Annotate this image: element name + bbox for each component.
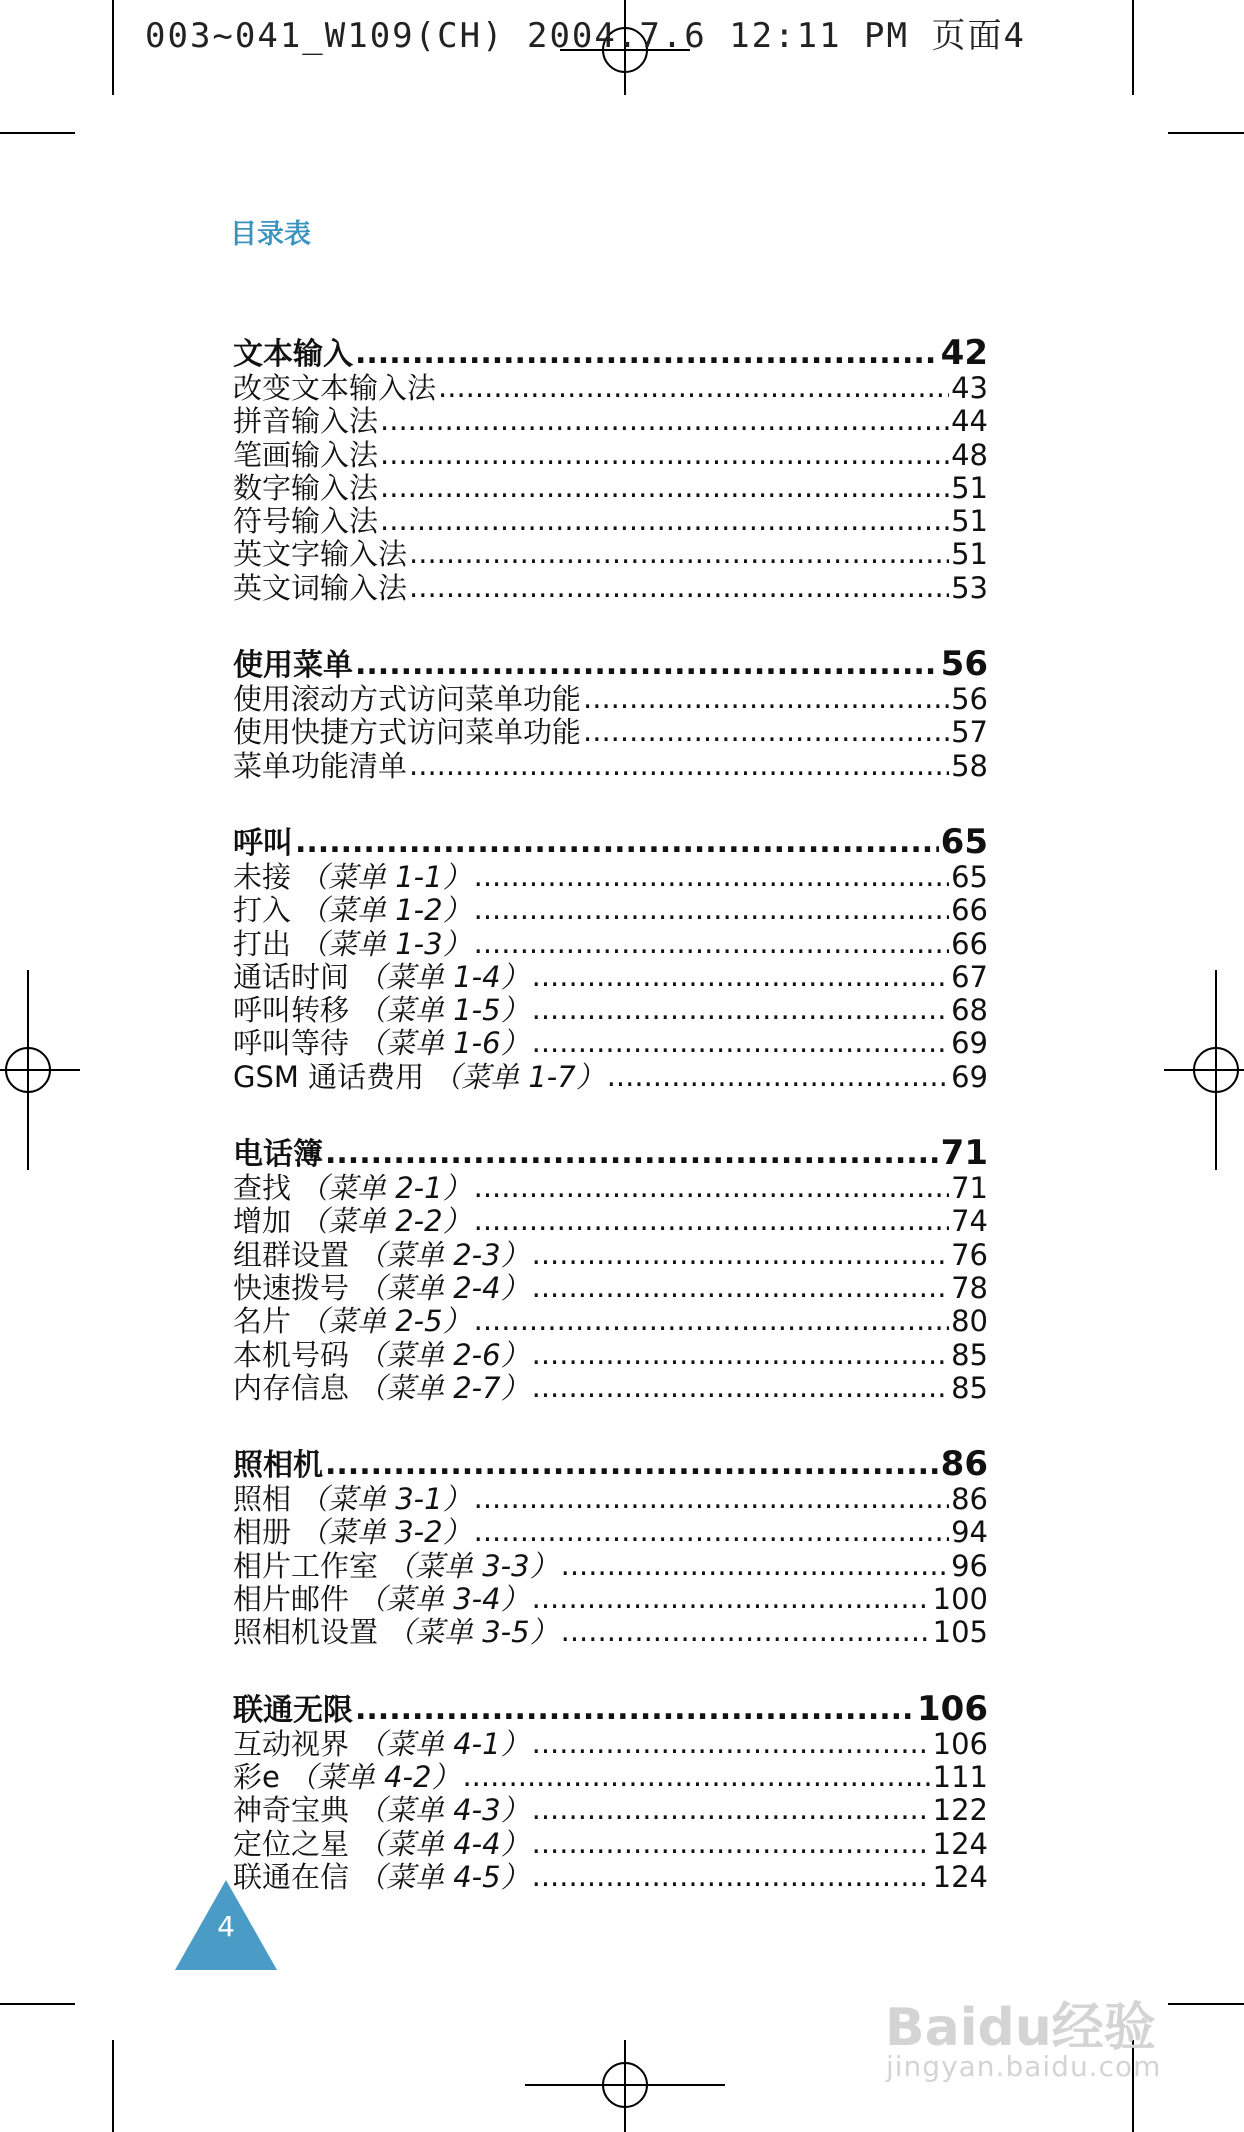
entry-label: 打入 xyxy=(233,893,292,928)
page-title: 目录表 xyxy=(230,219,311,250)
entry-menu-ref: （菜单 1-2） xyxy=(299,893,472,928)
entry-page: 122 xyxy=(932,1793,988,1828)
entry-label: 快速拨号 xyxy=(233,1270,350,1305)
entry-page: 68 xyxy=(951,993,988,1028)
entry-menu-ref: （菜单 4-3） xyxy=(357,1793,530,1828)
toc-section-heading[interactable] xyxy=(233,1444,988,1485)
toc-section xyxy=(233,1688,988,1894)
toc-section-heading[interactable] xyxy=(233,333,988,373)
leader-dots xyxy=(532,1271,949,1304)
toc-entry[interactable] xyxy=(233,405,988,438)
leader-dots xyxy=(409,537,949,570)
toc-entry[interactable] xyxy=(233,928,988,961)
leader-dots xyxy=(462,1760,930,1793)
leader-dots xyxy=(532,1860,931,1893)
entry-label: 查找 xyxy=(233,1171,292,1206)
leader-dots xyxy=(583,715,949,748)
toc-section-heading[interactable] xyxy=(233,1133,988,1174)
entry-label: 相片邮件 xyxy=(233,1582,350,1617)
toc-entry[interactable] xyxy=(233,1205,988,1238)
toc-section-heading[interactable] xyxy=(233,1688,988,1729)
leader-dots xyxy=(295,825,939,860)
entry-menu-ref: （菜单 2-6） xyxy=(357,1337,530,1372)
entry-label: 彩e xyxy=(233,1759,280,1794)
toc-entry[interactable] xyxy=(233,472,988,505)
leader-dots xyxy=(474,927,949,960)
entry-page: 69 xyxy=(951,1059,988,1094)
toc-entry[interactable] xyxy=(233,1239,988,1272)
entry-label: 联通在信 xyxy=(233,1859,350,1894)
leader-dots xyxy=(583,682,949,715)
entry-label: 照相 xyxy=(233,1482,292,1517)
print-header: 003~041_W109(CH) 2004.7.6 12:11 PM 页面4 xyxy=(145,16,1026,56)
entry-page: 106 xyxy=(932,1726,988,1761)
entry-page: 86 xyxy=(951,1482,988,1517)
entry-label: 数字输入法 xyxy=(233,470,379,505)
entry-label: 呼叫等待 xyxy=(233,1026,350,1061)
crop-mark xyxy=(0,132,75,134)
entry-page: 124 xyxy=(932,1859,988,1894)
entry-menu-ref: （菜单 3-5） xyxy=(386,1615,559,1650)
toc-section xyxy=(233,333,988,605)
entry-menu-ref: （菜单 1-4） xyxy=(357,959,530,994)
leader-dots xyxy=(532,1238,949,1271)
section-page: 65 xyxy=(940,821,988,862)
entry-menu-ref: （菜单 3-1） xyxy=(299,1482,472,1517)
leader-dots xyxy=(532,1827,931,1860)
leader-dots xyxy=(561,1615,931,1648)
leader-dots xyxy=(532,1026,949,1059)
leader-dots xyxy=(380,438,949,471)
crop-mark xyxy=(112,0,114,95)
entry-label: 打出 xyxy=(233,926,292,961)
leader-dots xyxy=(474,860,949,893)
entry-label: 本机号码 xyxy=(233,1337,350,1372)
leader-dots xyxy=(438,371,949,404)
toc-section-heading[interactable] xyxy=(233,821,988,862)
leader-dots xyxy=(532,993,949,1026)
toc-entry[interactable] xyxy=(233,994,988,1027)
entry-page: 80 xyxy=(951,1304,988,1339)
entry-label: 互动视界 xyxy=(233,1726,350,1761)
leader-dots xyxy=(474,1515,949,1548)
toc-section xyxy=(233,1133,988,1405)
entry-label: 增加 xyxy=(233,1204,292,1239)
entry-page: 94 xyxy=(951,1515,988,1550)
entry-label: 笔画输入法 xyxy=(233,437,379,472)
leader-dots xyxy=(409,571,949,604)
toc-entry[interactable] xyxy=(233,1516,988,1549)
toc-entry[interactable] xyxy=(233,1372,988,1405)
entry-menu-ref: （菜单 2-2） xyxy=(299,1204,472,1239)
toc-entry[interactable] xyxy=(233,1616,988,1649)
toc-entry[interactable] xyxy=(233,439,988,472)
entry-label: 相册 xyxy=(233,1515,292,1550)
toc-entry[interactable] xyxy=(233,1172,988,1205)
entry-page: 57 xyxy=(951,715,988,750)
toc-entry[interactable] xyxy=(233,572,988,605)
section-title: 呼叫 xyxy=(233,825,293,861)
section-page: 71 xyxy=(940,1133,988,1174)
leader-dots xyxy=(532,960,949,993)
entry-label: 符号输入法 xyxy=(233,504,379,539)
section-page: 42 xyxy=(940,333,988,373)
crop-mark xyxy=(1168,2003,1244,2005)
watermark-logo: Baidu经验 xyxy=(885,1998,1156,2058)
section-title: 照相机 xyxy=(233,1448,323,1484)
entry-page: 85 xyxy=(951,1370,988,1405)
entry-page: 100 xyxy=(932,1582,988,1617)
entry-label: 菜单功能清单 xyxy=(233,748,408,783)
leader-dots xyxy=(532,1371,949,1404)
leader-dots xyxy=(380,504,949,537)
leader-dots xyxy=(532,1338,949,1371)
leader-dots xyxy=(532,1727,931,1760)
entry-label: 定位之星 xyxy=(233,1826,350,1861)
entry-page: 85 xyxy=(951,1337,988,1372)
leader-dots xyxy=(325,1136,939,1171)
entry-page: 124 xyxy=(932,1826,988,1861)
entry-menu-ref: （菜单 2-1） xyxy=(299,1171,472,1206)
toc-entry[interactable] xyxy=(233,1828,988,1861)
entry-label: 组群设置 xyxy=(233,1237,350,1272)
section-page: 106 xyxy=(917,1688,988,1729)
entry-page: 74 xyxy=(951,1204,988,1239)
entry-menu-ref: （菜单 2-5） xyxy=(299,1304,472,1339)
toc-entry[interactable] xyxy=(233,716,988,749)
leader-dots xyxy=(409,749,949,782)
crop-mark xyxy=(112,2040,114,2132)
entry-label: 未接 xyxy=(233,859,292,894)
entry-menu-ref: （菜单 4-2） xyxy=(287,1759,461,1794)
section-title: 文本输入 xyxy=(233,337,353,372)
table-of-contents xyxy=(233,333,988,1936)
entry-menu-ref: （菜单 1-5） xyxy=(357,993,530,1028)
leader-dots xyxy=(325,1447,939,1482)
entry-menu-ref: （菜单 4-4） xyxy=(357,1826,530,1861)
toc-entry[interactable] xyxy=(233,1550,988,1583)
toc-entry[interactable] xyxy=(233,538,988,571)
leader-dots xyxy=(380,471,949,504)
entry-menu-ref: （菜单 3-4） xyxy=(357,1582,530,1617)
section-title: 联通无限 xyxy=(233,1692,353,1728)
entry-page: 53 xyxy=(951,570,988,605)
entry-label: 英文词输入法 xyxy=(233,570,408,605)
registration-mark-left-icon xyxy=(0,970,80,1170)
entry-label: 改变文本输入法 xyxy=(233,371,437,405)
entry-menu-ref: （菜单 4-1） xyxy=(357,1726,530,1761)
toc-entry[interactable] xyxy=(233,505,988,538)
entry-page: 111 xyxy=(932,1759,988,1794)
entry-page: 69 xyxy=(951,1026,988,1061)
entry-label: 英文字输入法 xyxy=(233,537,408,572)
entry-label: 呼叫转移 xyxy=(233,993,350,1028)
section-title: 使用菜单 xyxy=(233,648,353,684)
crop-mark xyxy=(0,2003,75,2005)
entry-label: GSM 通话费用 xyxy=(233,1059,425,1094)
toc-section-heading[interactable] xyxy=(233,644,988,685)
entry-menu-ref: （菜单 1-7） xyxy=(432,1059,605,1094)
toc-entry[interactable] xyxy=(233,1761,988,1794)
toc-section xyxy=(233,1444,988,1650)
leader-dots xyxy=(474,1482,949,1515)
entry-page: 105 xyxy=(932,1615,988,1650)
entry-menu-ref: （菜单 2-7） xyxy=(357,1370,530,1405)
entry-page: 58 xyxy=(951,748,988,783)
toc-entry[interactable] xyxy=(233,961,988,994)
entry-menu-ref: （菜单 2-3） xyxy=(357,1237,530,1272)
toc-entry[interactable] xyxy=(233,1339,988,1372)
entry-page: 43 xyxy=(951,371,988,405)
section-page: 56 xyxy=(940,644,988,685)
entry-menu-ref: （菜单 4-5） xyxy=(357,1859,530,1894)
entry-page: 51 xyxy=(951,537,988,572)
entry-label: 通话时间 xyxy=(233,959,350,994)
entry-page: 51 xyxy=(951,504,988,539)
toc-entry[interactable] xyxy=(233,1728,988,1761)
leader-dots xyxy=(561,1549,949,1582)
leader-dots xyxy=(532,1793,931,1826)
toc-entry[interactable] xyxy=(233,1027,988,1060)
entry-label: 照相机设置 xyxy=(233,1615,379,1650)
entry-menu-ref: （菜单 1-1） xyxy=(299,859,472,894)
entry-page: 51 xyxy=(951,470,988,505)
entry-page: 67 xyxy=(951,959,988,994)
watermark-url: jingyan.baidu.com xyxy=(886,2050,1162,2083)
entry-page: 96 xyxy=(951,1548,988,1583)
entry-label: 拼音输入法 xyxy=(233,404,379,439)
leader-dots xyxy=(355,647,939,682)
entry-menu-ref: （菜单 1-3） xyxy=(299,926,472,961)
section-title: 电话簿 xyxy=(233,1137,323,1173)
entry-menu-ref: （菜单 1-6） xyxy=(357,1026,530,1061)
entry-page: 44 xyxy=(951,404,988,439)
toc-section xyxy=(233,821,988,1094)
entry-page: 78 xyxy=(951,1270,988,1305)
toc-entry[interactable] xyxy=(233,894,988,927)
entry-label: 使用快捷方式访问菜单功能 xyxy=(233,715,582,750)
page-number: 4 xyxy=(217,1910,235,1943)
toc-entry[interactable] xyxy=(233,1061,988,1094)
entry-page: 76 xyxy=(951,1237,988,1272)
toc-entry[interactable] xyxy=(233,750,988,783)
entry-menu-ref: （菜单 3-3） xyxy=(386,1548,559,1583)
toc-entry[interactable] xyxy=(233,861,988,894)
entry-menu-ref: （菜单 2-4） xyxy=(357,1270,530,1305)
toc-entry[interactable] xyxy=(233,1583,988,1616)
entry-page: 56 xyxy=(951,682,988,717)
entry-page: 71 xyxy=(951,1171,988,1206)
toc-entry[interactable] xyxy=(233,1483,988,1516)
toc-entry[interactable] xyxy=(233,1794,988,1827)
leader-dots xyxy=(355,1692,915,1727)
entry-page: 66 xyxy=(951,893,988,928)
entry-page: 66 xyxy=(951,926,988,961)
leader-dots xyxy=(474,1304,949,1337)
toc-entry[interactable] xyxy=(233,1272,988,1305)
leader-dots xyxy=(474,1171,949,1204)
entry-label: 内存信息 xyxy=(233,1370,350,1405)
entry-page: 65 xyxy=(951,859,988,894)
crop-mark xyxy=(1132,0,1134,95)
entry-label: 相片工作室 xyxy=(233,1548,379,1583)
registration-mark-bottom-icon xyxy=(525,2040,725,2132)
crop-mark xyxy=(1168,132,1244,134)
entry-label: 神奇宝典 xyxy=(233,1793,350,1828)
entry-label: 名片 xyxy=(233,1304,292,1339)
toc-entry[interactable] xyxy=(233,1305,988,1338)
leader-dots xyxy=(474,893,949,926)
toc-entry[interactable] xyxy=(233,372,988,405)
registration-mark-right-icon xyxy=(1164,970,1244,1170)
leader-dots xyxy=(474,1204,949,1237)
toc-entry[interactable] xyxy=(233,1861,988,1894)
entry-label: 使用滚动方式访问菜单功能 xyxy=(233,682,582,717)
section-page: 86 xyxy=(940,1444,988,1485)
leader-dots xyxy=(380,404,949,437)
entry-page: 48 xyxy=(951,437,988,472)
toc-entry[interactable] xyxy=(233,683,988,716)
leader-dots xyxy=(532,1582,931,1615)
entry-menu-ref: （菜单 3-2） xyxy=(299,1515,472,1550)
leader-dots xyxy=(355,336,939,371)
leader-dots xyxy=(607,1060,949,1093)
toc-section xyxy=(233,644,988,783)
